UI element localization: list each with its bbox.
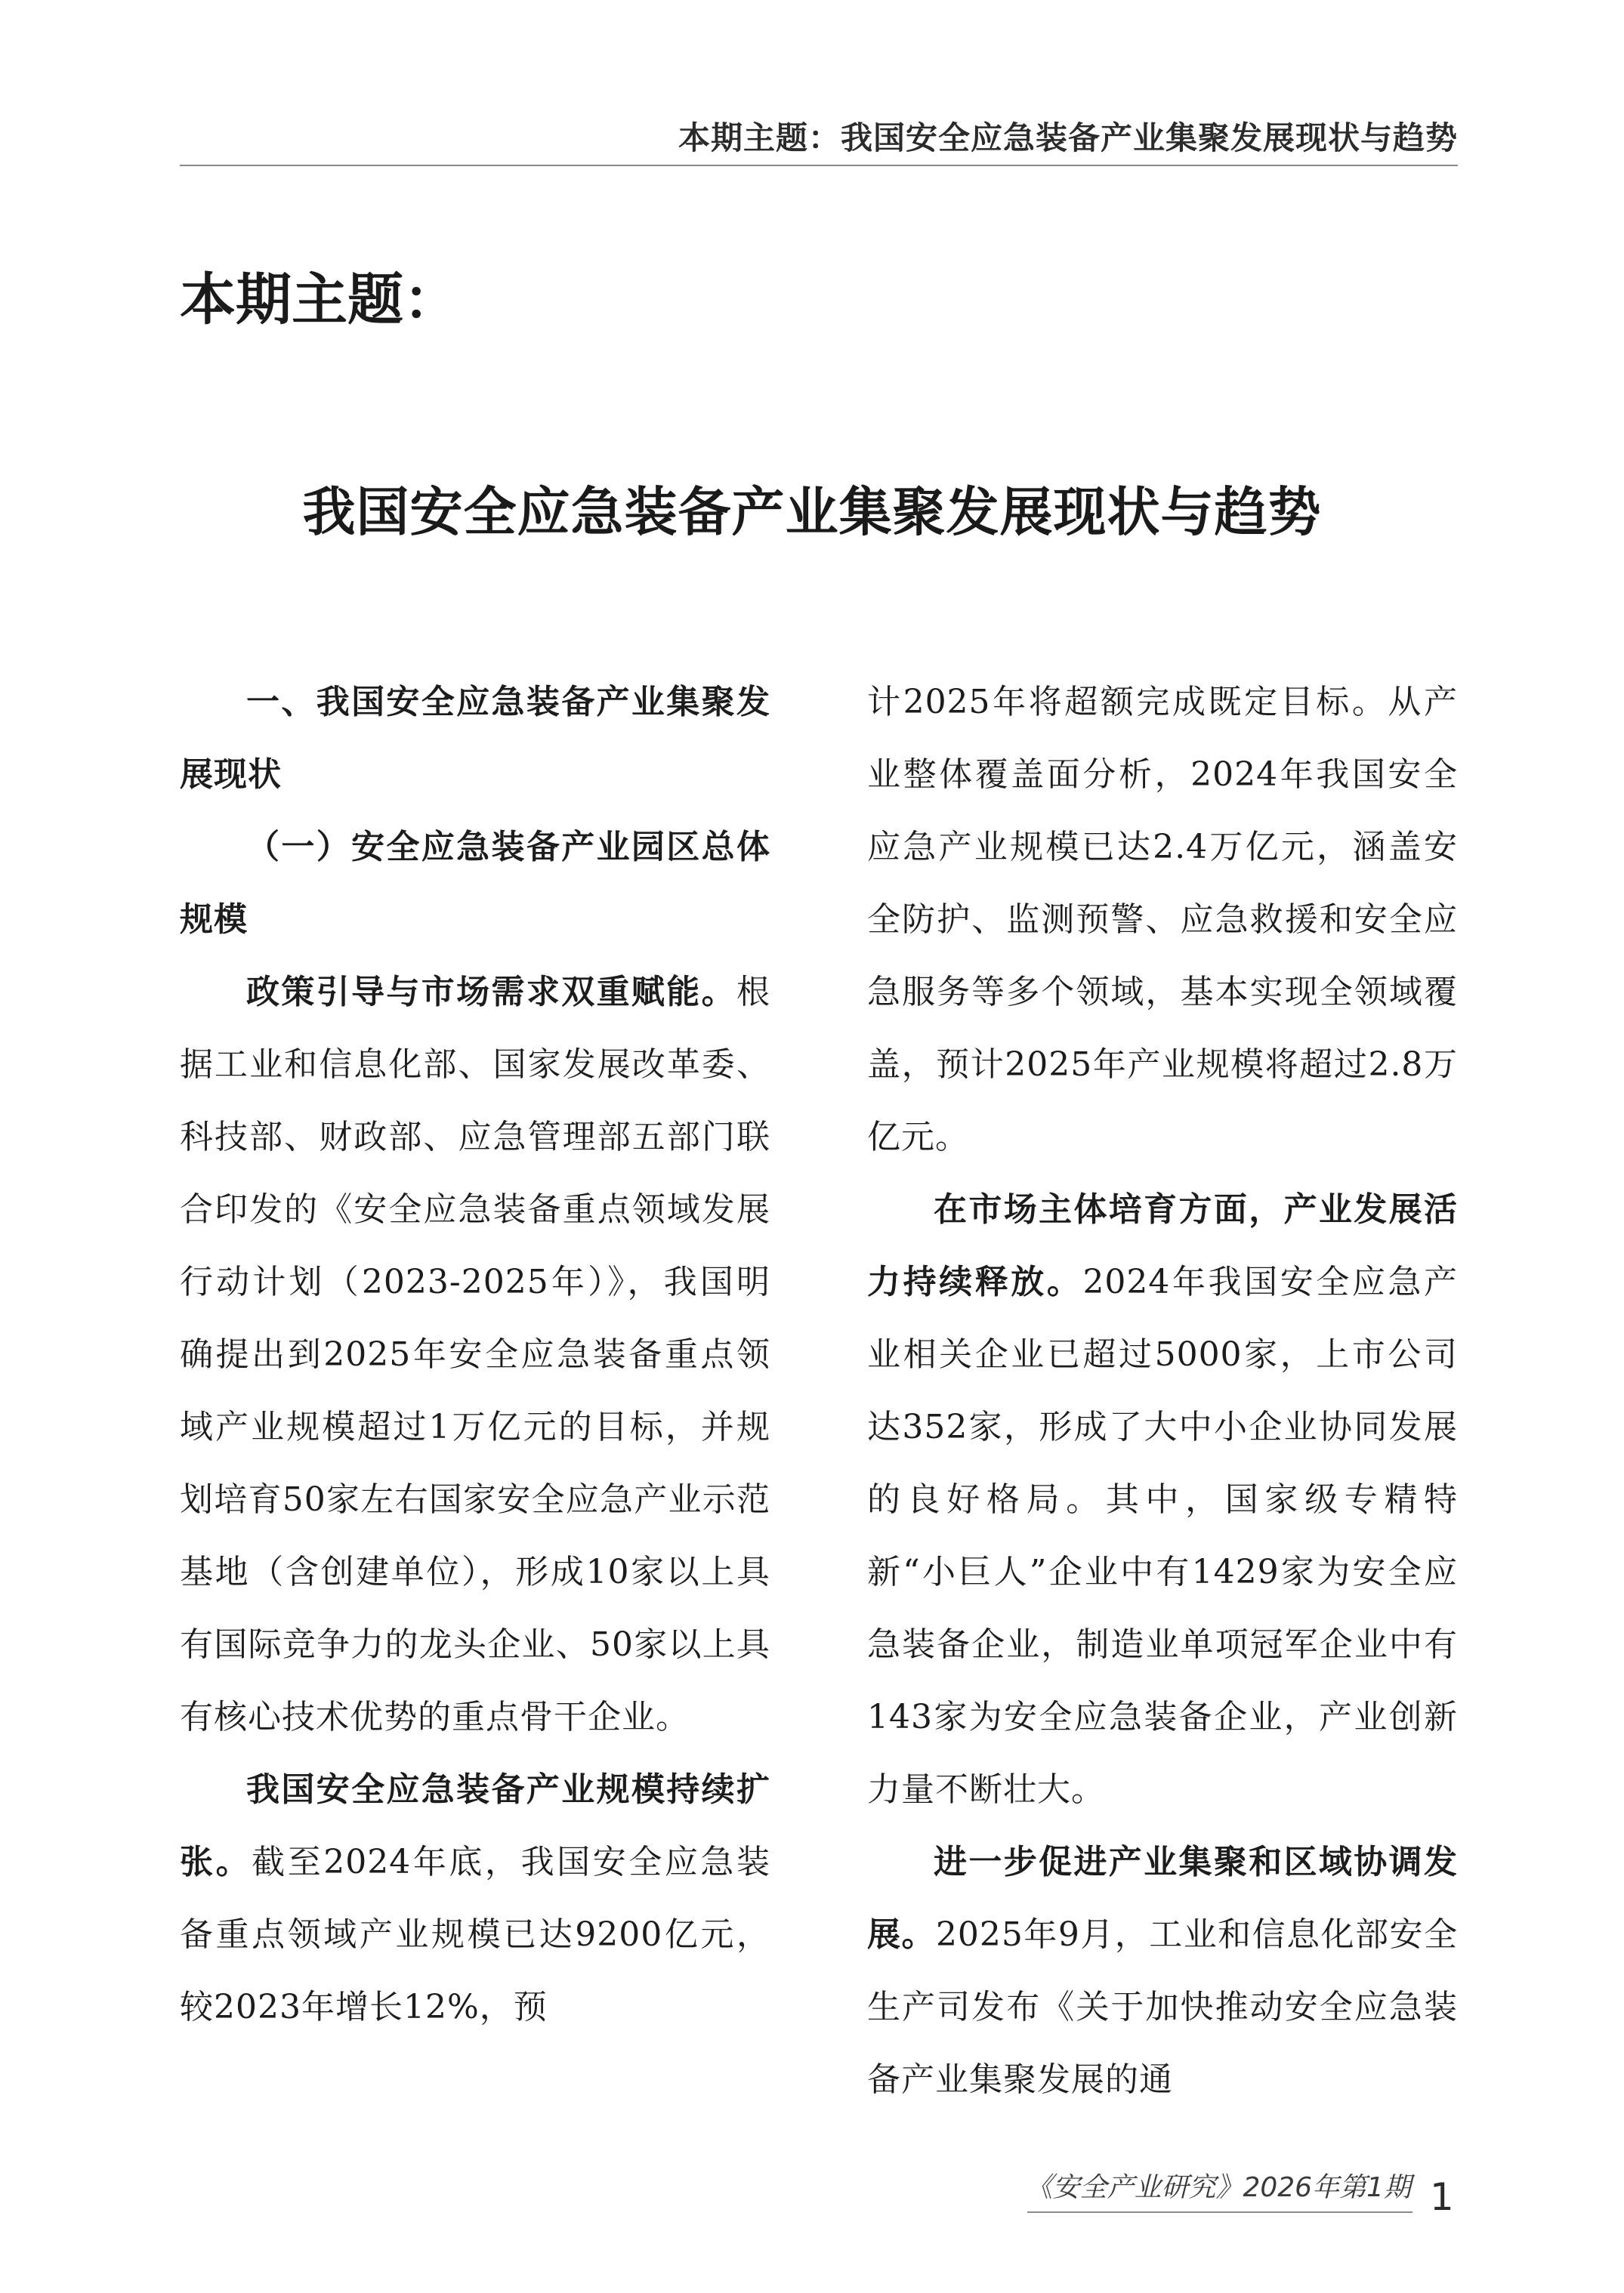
paragraph-cluster [867, 1826, 1458, 2116]
right-column [867, 666, 1458, 2116]
page-number: 1 [1430, 2175, 1454, 2219]
section-label: 本期主题： [180, 267, 459, 332]
paragraph-lead: 我国安全应急装备产业规模持续扩张。 [180, 1770, 770, 1881]
paragraph-scale [180, 1754, 770, 2044]
left-column [180, 666, 770, 2044]
header-rule [180, 165, 1458, 166]
running-header: 本期主题：我国安全应急装备产业集聚发展现状与趋势 [678, 119, 1458, 156]
paragraph-policy [180, 956, 770, 1754]
paragraph-text: 根据工业和信息化部、国家发展改革委、科技部、财政部、应急管理部五部门联合印发的《安全应急装备重点领域发展行动计划（2023-2025年）》，我国明确提出到2025年安全应急装备重点领域产业规模超过1万亿元的目标，并规划培育50家左右国家安全应急产业示范基地（含创建单位），形成10家以上具有国际竞争力的龙头企业、50家以上具有核心技术优势的重点骨干企业。 [180, 973, 770, 1736]
paragraph-lead: 进一步促进产业集聚和区域协调发展。 [867, 1843, 1458, 1954]
paragraph-text: 2025年9月，工业和信息化部安全生产司发布《关于加快推动安全应急装备产业集聚发展的通 [867, 1915, 1458, 2099]
paragraph-lead: 在市场主体培育方面，产业发展活力持续释放。 [867, 1190, 1458, 1301]
heading-level-1: 一、我国安全应急装备产业集聚发展现状 [180, 683, 770, 794]
article-title: 我国安全应急装备产业集聚发展现状与趋势 [302, 480, 1322, 543]
paragraph-text: 2024年我国安全应急产业相关企业已超过5000家，上市公司达352家，形成了大中小企业协同发展的良好格局。其中，国家级专精特新“小巨人”企业中有1429家为安全应急装备企业，制造业单项冠军企业中有143家为安全应急装备企业，产业创新力量不断壮大。 [867, 1263, 1458, 1809]
heading-level-2: （一）安全应急装备产业园区总体规模 [180, 828, 770, 939]
footer-journal-name: 《安全产业研究》2026年第1期 [1025, 2172, 1411, 2203]
footer-rule [1027, 2211, 1413, 2213]
paragraph-market [867, 1174, 1458, 1826]
paragraph-lead: 政策引导与市场需求双重赋能。 [246, 973, 736, 1011]
paragraph-scale-continued: 计2025年将超额完成既定目标。从产业整体覆盖面分析，2024年我国安全应急产业规模已达2.4万亿元，涵盖安全防护、监测预警、应急救援和安全应急服务等多个领域，基本实现全领域覆盖，预计2025年产业规模将超过2.8万亿元。 [867, 683, 1458, 1156]
paragraph-text: 截至2024年底，我国安全应急装备重点领域产业规模已达9200亿元，较2023年增长12%，预 [180, 1843, 771, 2026]
